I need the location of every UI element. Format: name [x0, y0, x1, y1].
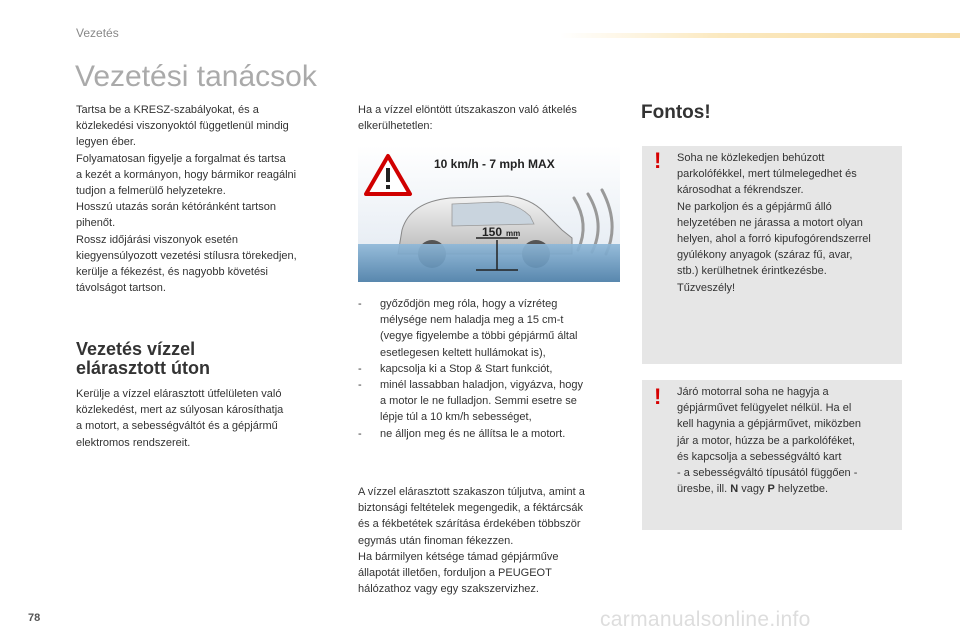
text-line: győződjön meg róla, hogy a vízréteg [380, 298, 558, 310]
text-line: helyen, ahol a forró kipufogórendszerrel [677, 233, 871, 246]
section-heading [76, 340, 210, 378]
list-dash: - [358, 362, 362, 375]
text-line: és kapcsolja a sebességváltó kart [677, 450, 842, 463]
warning-box-parking-brake [642, 146, 902, 364]
depth-value: 150 [482, 225, 503, 239]
text-line: kapcsolja ki a Stop & Start funkciót, [380, 362, 553, 375]
exclamation-icon: ! [654, 384, 662, 409]
text-line: minél lassabban haladjon, vigyázva, hogy [380, 379, 584, 392]
text-line: elkerülhetetlen: [358, 120, 433, 133]
text-line: egymás után finoman fékezzen. [358, 534, 514, 547]
page-title: Vezetési tanácsok [75, 60, 317, 93]
depth-unit: mm [506, 229, 521, 238]
text-line: kiegyensúlyozott vezetési stílusra törekedjen, [76, 249, 297, 262]
text-line: elektromos rendszereit. [76, 436, 191, 449]
text-run: üresbe, ill. [677, 483, 731, 496]
text-line: tudjon a felmerülő helyzetekre. [76, 185, 226, 198]
text-line: Soha ne közlekedjen behúzott [677, 152, 825, 164]
list-item [358, 296, 620, 361]
text-line: gépjárművet felügyelet nélkül. Ha el [677, 402, 852, 415]
section-label: Vezetés [76, 26, 119, 40]
intro-paragraph [76, 102, 346, 296]
text-line: - a sebességváltó típusától függően - [677, 467, 858, 480]
text-line: legyen éber. [76, 136, 136, 149]
text-line: és a fékbetétek szárítása érdekében többször [358, 518, 581, 531]
heading-line: elárasztott úton [76, 358, 211, 378]
important-heading: Fontos! [641, 102, 711, 123]
crossing-intro [358, 102, 620, 134]
text-run: vagy [738, 483, 768, 496]
warning-box-engine-running [642, 380, 902, 530]
watermark: carmanualsonline.info [600, 608, 811, 631]
gear-neutral-label: N [730, 483, 739, 496]
text-line: pihenőt. [76, 217, 116, 230]
text-line: gyúlékony anyagok (száraz fű, avar, [677, 249, 853, 262]
text-line: ne álljon meg és ne állítsa le a motort. [380, 427, 566, 440]
text-line: lépje túl a 10 km/h sebességet, [380, 411, 532, 424]
heading-line: Vezetés vízzel [76, 339, 196, 359]
page-number: 78 [28, 612, 41, 624]
text-line: Hosszú utazás során kétóránként tartson [76, 201, 276, 214]
list-item [358, 377, 620, 426]
text-line: Ha bármilyen kétsége támad gépjárműve [358, 550, 559, 563]
text-line [677, 481, 899, 497]
flood-paragraph [76, 386, 346, 451]
warning-text [677, 150, 899, 296]
text-line: károsodhat a fékrendszer. [677, 184, 804, 197]
precaution-list [358, 296, 620, 442]
text-run: helyzetbe. [774, 483, 829, 496]
text-line: közlekedést, mert az súlyosan károsíthatja [76, 404, 284, 417]
text-line: állapotát illetően, forduljon a PEUGEOT [358, 567, 552, 580]
text-line: Kerülje a vízzel elárasztott útfelületen való [76, 388, 282, 400]
text-line: távolságot tartson. [76, 282, 166, 295]
text-line: stb.) kerülhetnek érintkezésbe. [677, 265, 827, 278]
speed-limit-text: 10 km/h - 7 mph MAX [434, 157, 555, 171]
text-line: jár a motor, húzza be a parkolóféket, [677, 434, 855, 447]
exclamation-icon: ! [654, 148, 662, 173]
text-line: (vegye figyelembe a többi gépjármű által [380, 330, 578, 343]
text-line: a motort, a sebességváltót és a gépjármű [76, 420, 278, 433]
header-rule [560, 33, 960, 38]
text-line: biztonsági feltételek megengedik, a féktárcsák [358, 502, 584, 515]
text-line: Tűzveszély! [677, 281, 736, 294]
text-line: helyzetében ne járassa a motort olyan [677, 216, 863, 229]
text-line: Folyamatosan figyelje a forgalmat és tartsa [76, 152, 286, 165]
after-crossing-paragraph [358, 484, 620, 597]
text-line: parkolófékkel, mert túlmelegedhet és [677, 168, 857, 181]
text-line: kerülje a fékezést, és nagyobb követési [76, 266, 269, 279]
list-dash: - [358, 298, 362, 310]
text-line: a kezét a kormányon, hogy bármikor reagálni [76, 168, 297, 181]
text-line: A vízzel elárasztott szakaszon túljutva, amint a [358, 486, 585, 498]
text-line: Járó motorral soha ne hagyja a [677, 386, 829, 398]
water-layer [358, 244, 620, 282]
list-item [358, 361, 620, 377]
gear-park-label: P [767, 483, 775, 496]
text-line: mélysége nem haladja meg a 15 cm-t [380, 314, 564, 327]
text-line: Rossz időjárási viszonyok esetén [76, 233, 239, 246]
text-line: Ha a vízzel elöntött útszakaszon való átkelés [358, 104, 577, 116]
warning-text [677, 384, 899, 497]
list-item [358, 426, 620, 442]
list-dash: - [358, 427, 362, 440]
list-dash: - [358, 379, 362, 392]
text-line: a motor le ne fulladjon. Semmi esetre se [380, 395, 577, 408]
text-line: Ne parkoljon és a gépjármű álló [677, 200, 832, 213]
text-line: kell hagynia a gépjárművet, miközben [677, 418, 862, 431]
text-line: hálózathoz vagy egy szakszervizhez. [358, 583, 539, 596]
text-line: közlekedési viszonyoktól függetlenül mindig [76, 120, 289, 133]
flooded-road-illustration [358, 146, 620, 282]
text-line: Tartsa be a KRESZ-szabályokat, és a [76, 104, 259, 116]
text-line: esetlegesen keltett hullámokat is), [380, 346, 546, 359]
